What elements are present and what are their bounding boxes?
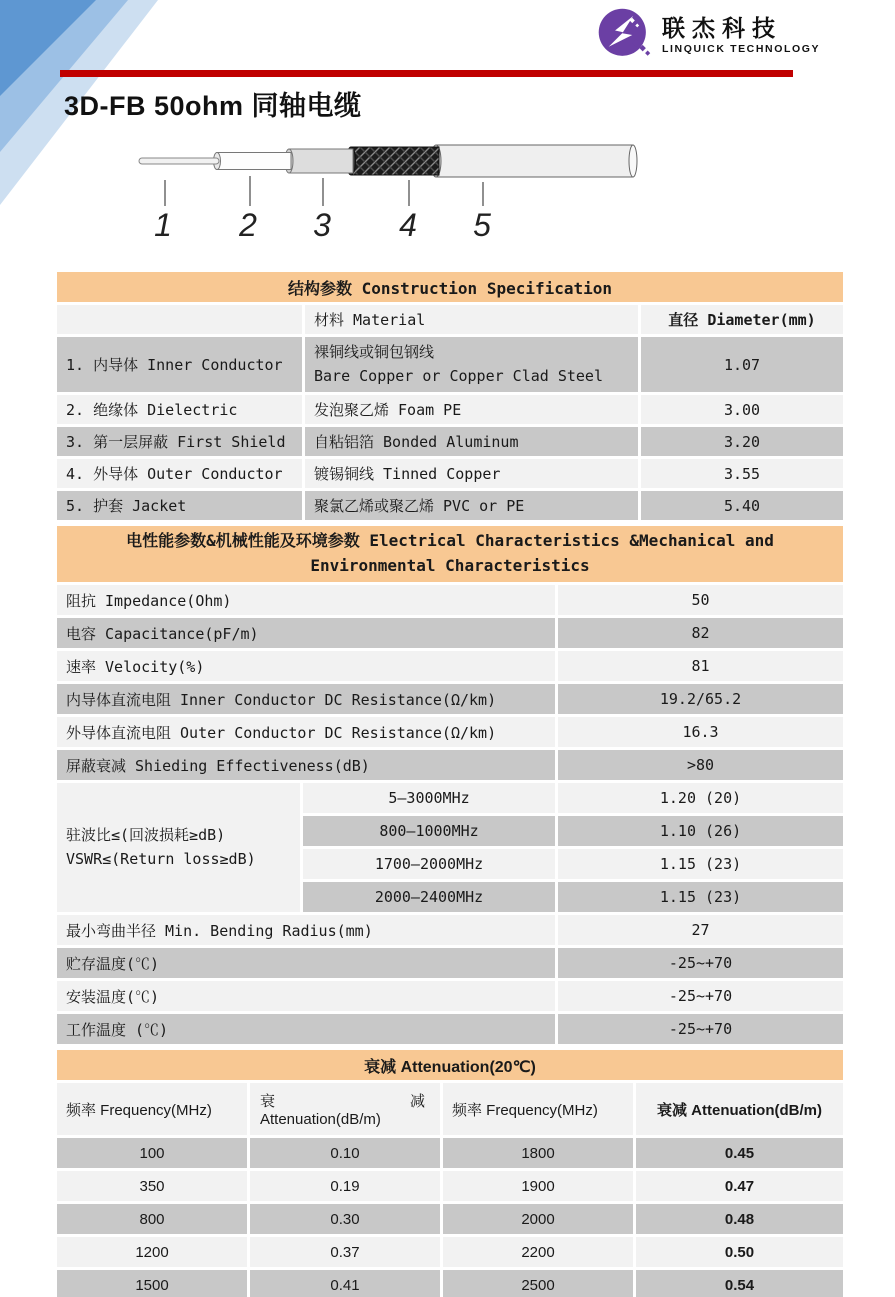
attn-cn-second: 减 — [409, 1093, 425, 1110]
company-logo — [596, 6, 820, 64]
table-row — [57, 395, 843, 424]
electrical-value: -25~+70 — [558, 981, 843, 1011]
table-row — [57, 459, 843, 488]
table-row — [57, 717, 843, 747]
vswr-value: 1.15 (23) — [558, 882, 843, 912]
electrical-label: 贮存温度(℃) — [57, 948, 555, 978]
attn-freq: 1500 — [57, 1270, 247, 1297]
part-label-2: 2 — [239, 207, 257, 243]
attenuation-col-freq2: 频率 Frequency(MHz) — [443, 1083, 633, 1135]
table-row — [57, 1014, 843, 1044]
attn-freq: 1900 — [443, 1171, 633, 1201]
table-row — [57, 948, 843, 978]
construction-col-material: 材料 Material — [305, 305, 638, 334]
attn-value: 0.37 — [250, 1237, 440, 1267]
electrical-value: -25~+70 — [558, 948, 843, 978]
spec-tables — [54, 269, 846, 1297]
attenuation-col-attn1 — [250, 1083, 440, 1135]
attn-value: 0.54 — [636, 1270, 843, 1297]
page-title: 3D-FB 50ohm 同轴电缆 — [64, 91, 362, 121]
vswr-value: 1.20 (20) — [558, 783, 843, 813]
material-en: Bare Copper or Copper Clad Steel — [314, 366, 603, 385]
construction-diameter: 3.20 — [641, 427, 843, 456]
table-row — [57, 585, 843, 615]
attn-value: 0.30 — [250, 1204, 440, 1234]
logo-swoosh-icon — [596, 6, 654, 64]
construction-material: 镀锡铜线 Tinned Copper — [305, 459, 638, 488]
construction-diameter: 3.00 — [641, 395, 843, 424]
electrical-label: 电容 Capacitance(pF/m) — [57, 618, 555, 648]
construction-table — [54, 269, 846, 523]
electrical-label: 速率 Velocity(%) — [57, 651, 555, 681]
electrical-section-header: 电性能参数&机械性能及环境参数 Electrical Characteristics &Mechanical and Environmental Characteristics — [57, 526, 843, 582]
electrical-value: 19.2/65.2 — [558, 684, 843, 714]
electrical-label: 屏蔽衰减 Shieding Effectiveness(dB) — [57, 750, 555, 780]
electrical-value: 82 — [558, 618, 843, 648]
attn-freq: 2200 — [443, 1237, 633, 1267]
table-row — [57, 651, 843, 681]
electrical-value: >80 — [558, 750, 843, 780]
attn-freq: 1200 — [57, 1237, 247, 1267]
header-divider-bar — [60, 70, 793, 77]
construction-material: 自粘铝箔 Bonded Aluminum — [305, 427, 638, 456]
table-row — [57, 783, 843, 813]
electrical-label: 工作温度 (℃) — [57, 1014, 555, 1044]
construction-diameter: 1.07 — [641, 337, 843, 392]
vswr-range: 2000—2400MHz — [303, 882, 555, 912]
part-label-5: 5 — [473, 207, 491, 243]
electrical-label: 最小弯曲半径 Min. Bending Radius(mm) — [57, 915, 555, 945]
attenuation-col-attn1-en: Attenuation(dB/m) — [260, 1111, 381, 1128]
attenuation-section-header: 衰减 Attenuation(20℃) — [57, 1050, 843, 1080]
electrical-value: 16.3 — [558, 717, 843, 747]
construction-diameter: 3.55 — [641, 459, 843, 488]
vswr-label-en: VSWR≤(Return loss≥dB) — [66, 849, 256, 868]
table-row — [57, 981, 843, 1011]
construction-part: 5. 护套 Jacket — [57, 491, 302, 520]
vswr-label-cn: 驻波比≤(回波损耗≥dB) — [66, 826, 226, 845]
vswr-value: 1.10 (26) — [558, 816, 843, 846]
leader-lines — [165, 176, 483, 206]
attn-freq: 100 — [57, 1138, 247, 1168]
electrical-label: 安装温度(℃) — [57, 981, 555, 1011]
attn-freq: 2500 — [443, 1270, 633, 1297]
attn-freq: 350 — [57, 1171, 247, 1201]
part-label-4: 4 — [399, 207, 417, 243]
vswr-range: 800—1000MHz — [303, 816, 555, 846]
electrical-label: 阻抗 Impedance(Ohm) — [57, 585, 555, 615]
attenuation-col-freq1: 频率 Frequency(MHz) — [57, 1083, 247, 1135]
table-row — [57, 750, 843, 780]
construction-part: 2. 绝缘体 Dielectric — [57, 395, 302, 424]
attn-value: 0.19 — [250, 1171, 440, 1201]
construction-part: 4. 外导体 Outer Conductor — [57, 459, 302, 488]
attn-freq: 2000 — [443, 1204, 633, 1234]
table-row — [57, 337, 843, 392]
electrical-value: 81 — [558, 651, 843, 681]
electrical-value: -25~+70 — [558, 1014, 843, 1044]
attn-value: 0.47 — [636, 1171, 843, 1201]
table-row — [57, 491, 843, 520]
construction-section-header: 结构参数 Construction Specification — [57, 272, 843, 302]
table-row — [57, 1270, 843, 1297]
table-row — [57, 427, 843, 456]
table-row — [57, 618, 843, 648]
electrical-label: 外导体直流电阻 Outer Conductor DC Resistance(Ω/km) — [57, 717, 555, 747]
electrical-value: 27 — [558, 915, 843, 945]
electrical-label: 内导体直流电阻 Inner Conductor DC Resistance(Ω/km) — [57, 684, 555, 714]
table-row — [57, 915, 843, 945]
attn-value: 0.45 — [636, 1138, 843, 1168]
table-row — [57, 684, 843, 714]
attenuation-col-attn2: 衰减 Attenuation(dB/m) — [636, 1083, 843, 1135]
vswr-label — [57, 783, 300, 912]
electrical-table — [54, 523, 846, 1047]
electrical-value: 50 — [558, 585, 843, 615]
attn-value: 0.41 — [250, 1270, 440, 1297]
company-name-en: LINQUICK TECHNOLOGY — [662, 42, 821, 55]
attn-freq: 800 — [57, 1204, 247, 1234]
attn-value: 0.48 — [636, 1204, 843, 1234]
construction-material: 发泡聚乙烯 Foam PE — [305, 395, 638, 424]
construction-part: 1. 内导体 Inner Conductor — [57, 337, 302, 392]
attenuation-col-attn1-cn — [251, 1090, 439, 1111]
construction-material: 聚氯乙烯或聚乙烯 PVC or PE — [305, 491, 638, 520]
table-row — [57, 1237, 843, 1267]
construction-col-diameter: 直径 Diameter(mm) — [641, 305, 843, 334]
table-row — [57, 1171, 843, 1201]
attn-freq: 1800 — [443, 1138, 633, 1168]
attenuation-table — [54, 1047, 846, 1297]
construction-col-blank — [57, 305, 302, 334]
logo-text — [662, 15, 820, 55]
table-row — [57, 1138, 843, 1168]
construction-material — [305, 337, 638, 392]
part-label-3: 3 — [313, 207, 331, 243]
company-name-cn: 联杰科技 — [662, 15, 782, 42]
vswr-range: 5—3000MHz — [303, 783, 555, 813]
construction-part: 3. 第一层屏蔽 First Shield — [57, 427, 302, 456]
attn-cn-first: 衰 — [260, 1093, 276, 1110]
material-cn: 裸铜线或铜包钢线 — [314, 343, 435, 362]
vswr-range: 1700—2000MHz — [303, 849, 555, 879]
table-row — [57, 1204, 843, 1234]
attn-value: 0.10 — [250, 1138, 440, 1168]
part-label-1: 1 — [154, 207, 172, 243]
construction-diameter: 5.40 — [641, 491, 843, 520]
cable-diagram — [125, 132, 645, 244]
attn-value: 0.50 — [636, 1237, 843, 1267]
vswr-value: 1.15 (23) — [558, 849, 843, 879]
